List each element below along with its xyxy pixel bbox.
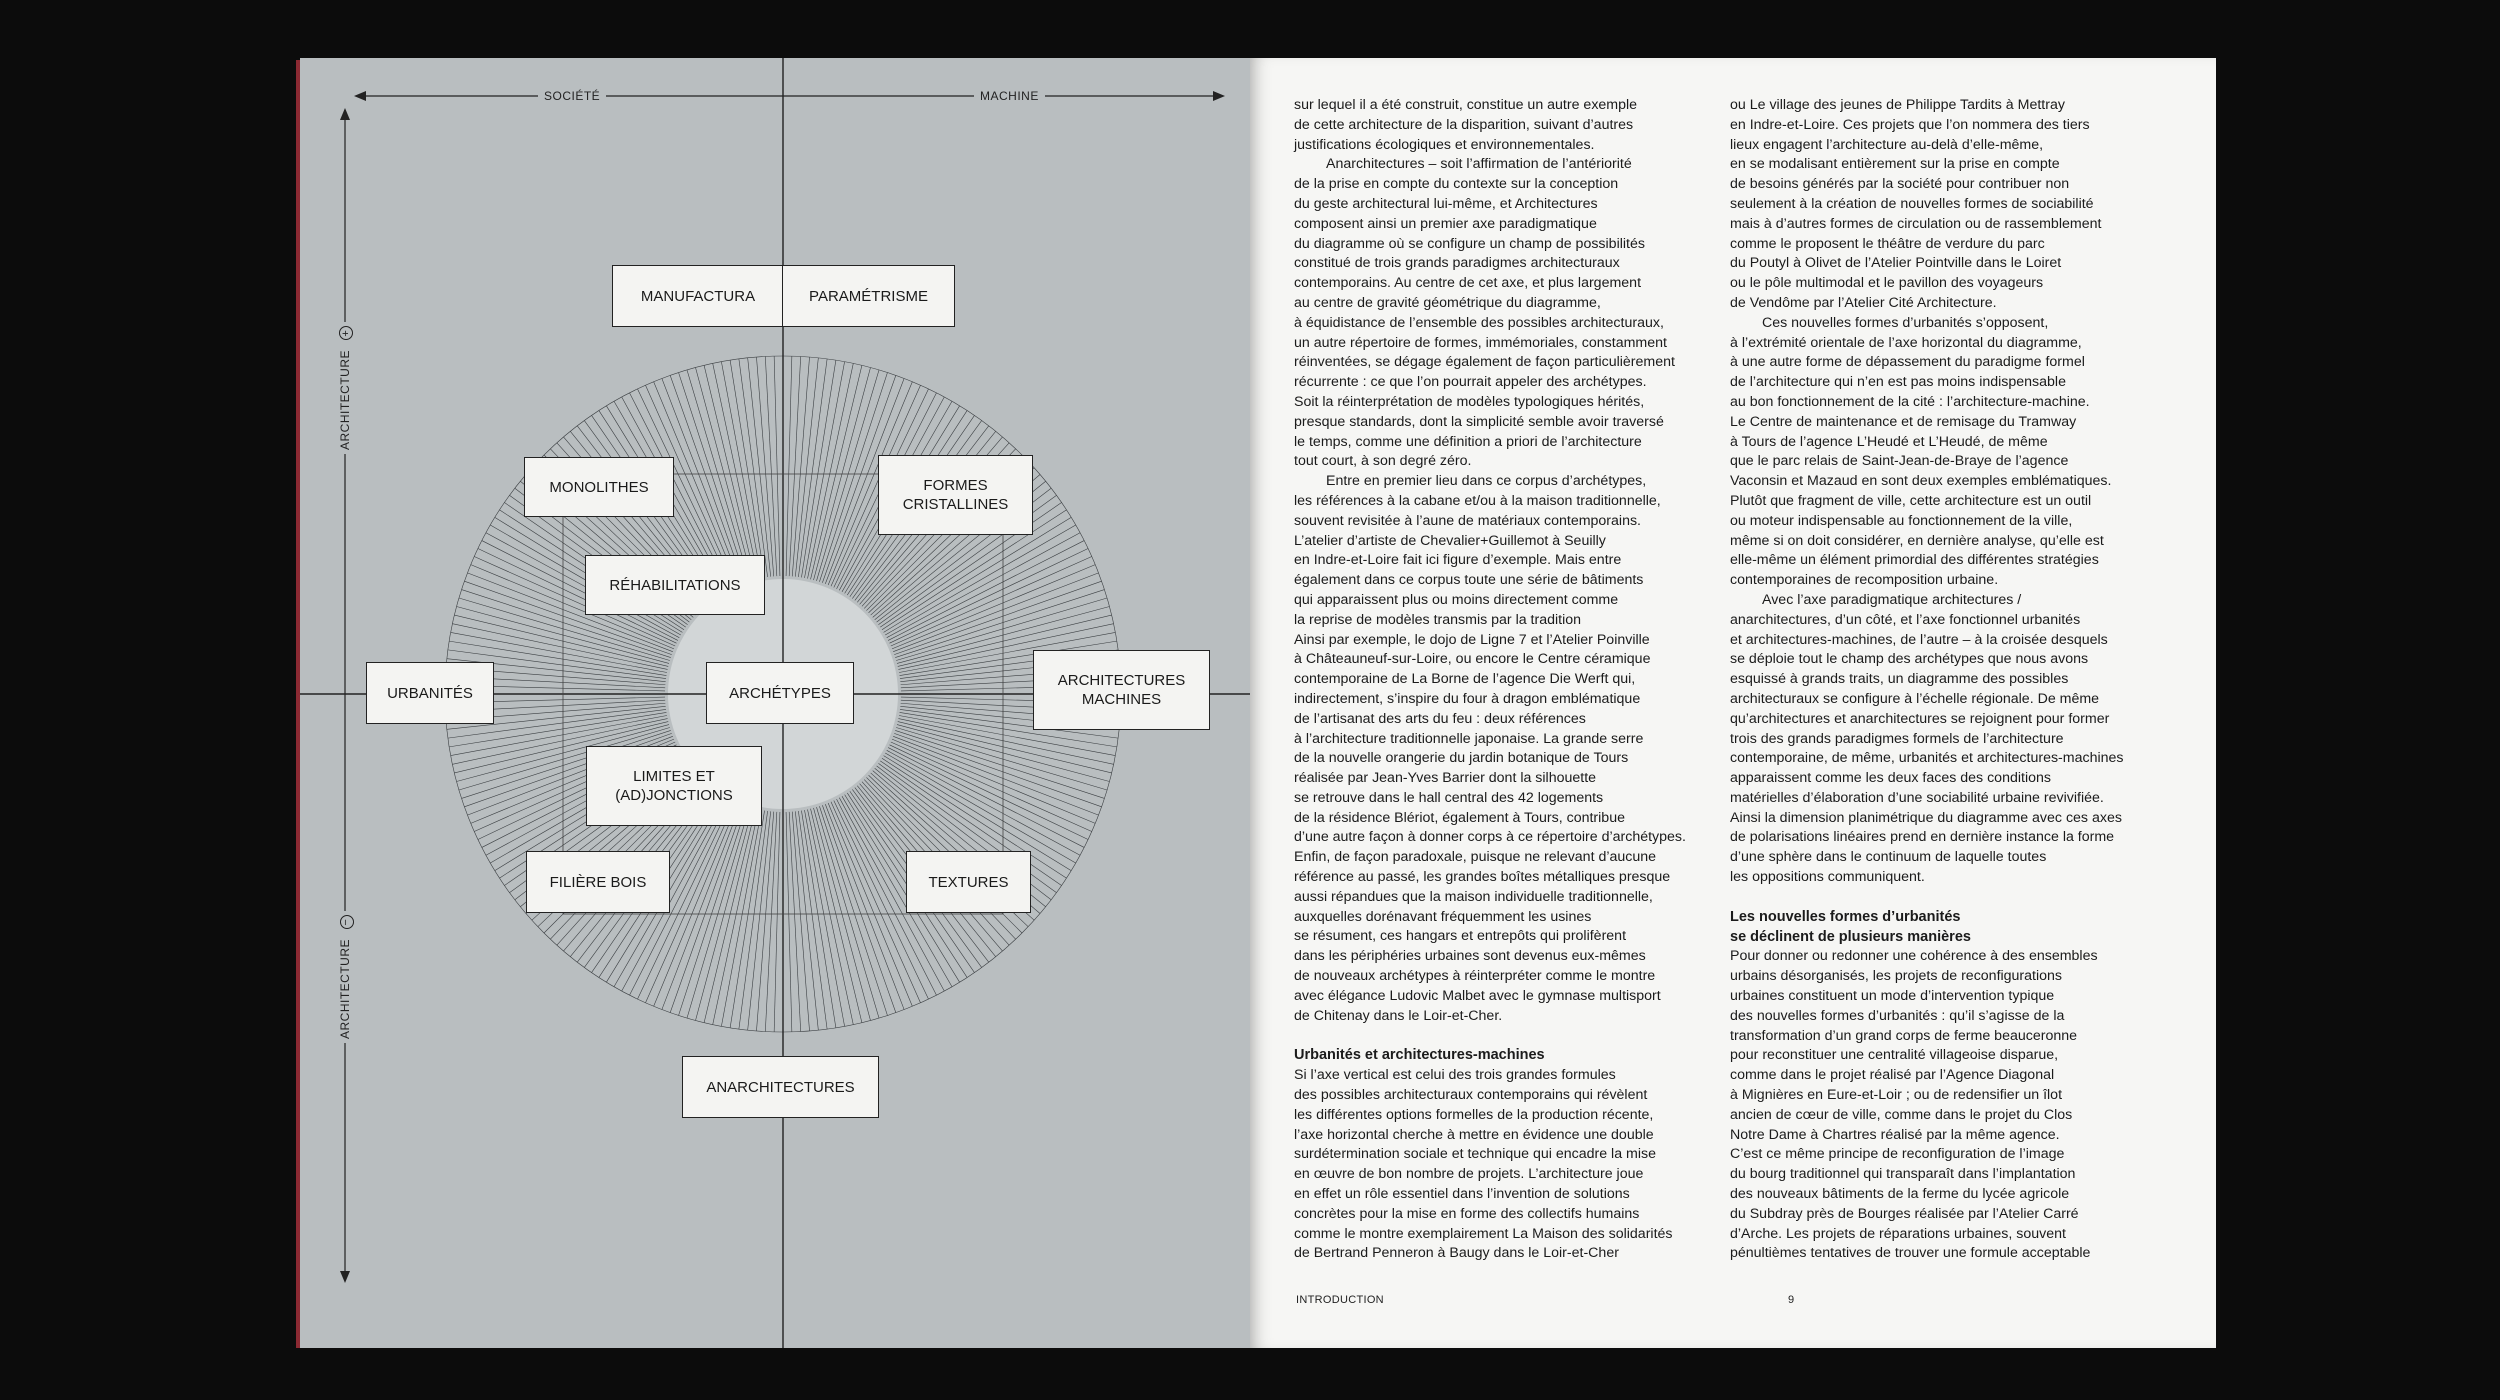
box-archetypes-label: ARCHÉTYPES — [729, 684, 831, 702]
col2-paragraph-1: ou Le village des jeunes de Philippe Tardits à Mettray en Indre-et-Loire. Ces projets que l’on nommera des tiers lieux engagent l’architecture au-delà d’elle-même, en se modalisant entièrement sur la prise en compte de besoins générés par la société pour contribuer non seulement à la création de nouvelles formes de sociabilité mais à d’autres formes de circulation ou de rassemblement comme le proposent le théâtre de verdure du parc du Poutyl à Olivet de l’Atelier Pointville dans le Loiret ou le pôle multimodal et le pavillon des voyageurs de Vendôme par l’Atelier Cité Architecture. — [1730, 97, 2102, 311]
box-textures-label: TEXTURES — [928, 873, 1009, 891]
box-textures — [906, 851, 1031, 913]
arrow-left-head — [354, 91, 366, 101]
box-formes-cristallines-line1: FORMES — [923, 477, 988, 494]
box-rehabilitations-label: RÉHABILITATIONS — [609, 576, 741, 594]
col1-paragraph-3: Entre en premier lieu dans ce corpus d’archétypes, les références à la cabane et/ou à la maison traditionnelle, souvent revisitée à l’aune de matériaux contemporains. L’atelier d’artiste de Chevalier+Guillemot à Seuilly en Indre-et-Loire fait ici figure d’exemple. Mais entre également dans ce corpus toute une série de bâtiments qui apparaissent plus ou moins directement comme la reprise de modèles transmis par la tradition Ainsi par exemple, le dojo de Ligne 7 et l’Atelier Poinville à Châteauneuf-sur-Loire, ou encore le Centre céramique contemporaine de La Borne de l’agence Die Werft qui, indirectement, s’inspire du four à dragon emblématique de l’artisanat des arts du feu : deux références à l’architecture traditionnelle japonaise. La grande serre de la nouvelle orangerie du jardin botanique de Tours réalisée par Jean-Yves Barrier dont la silhouette se retrouve dans le hall central des 42 logements de la résidence Blériot, également à Tours, contribue d’une autre façon à donner corps à ce répertoire d’archétypes. Enfin, de façon paradoxale, puisque ne relevant d’aucune référence au passé, les grandes boîtes métalliques presque aussi répandues que la maison individuelle traditionnelle, auxquelles dorénavant fréquemment les usines se résument, ces hangars et entrepôts qui prolifèrent dans les périphéries urbaines sont devenus eux-mêmes de nouveaux archétypes à réinterpréter comme le montre avec élégance Ludovic Malbet avec le gymnase multisport de Chitenay dans le Loir-et-Cher. — [1294, 473, 1686, 1024]
radial-ray — [679, 373, 747, 582]
radial-ray — [894, 733, 1101, 806]
col1-paragraph-2: Anarchitectures – soit l’affirmation de l’antériorité de la prise en compte du contexte sur la conception du geste architectural lui-même, et Architectures composent ainsi un premier axe paradigmatique du diagramme où se configure un champ de possibilités constitué de trois grands paradigmes architecturaux contemporains. Au centre de cet axe, et plus largement au centre de gravité géométrique du diagramme, à équidistance de l’ensemble des possibles architecturaux, un autre répertoire de formes, immémoriales, constamment réinventées, se dégage également de façon particulièrement récurrente : ce que l’on pourrait appeler des archétypes. Soit la réinterprétation de modèles typologiques hérités, presque standards, dont la simplicité semble avoir traversé le temps, comme une définition a priori de l’architecture tout court, à son degré zéro. — [1294, 156, 1675, 470]
col2-paragraph-2: Ces nouvelles formes d’urbanités s’opposent, à l’extrémité orientale de l’axe horizontal du diagramme, à une autre forme de dépassement du paradigme formel de l’architecture qui n’en est pas moins indispensable au bon fonctionnement de la cité : l’architecture-machine. Le Centre de maintenance et de remisage du Tramway à Tours de l’agence L’Heudé et L’Heudé, de même que le parc relais de Saint-Jean-de-Braye de l’agence Vaconsin et Mazaud en sont deux exemples emblématiques. Plutôt que fragment de ville, cette architecture est un outil ou moteur indispensable au fonctionnement de la ville, même si on doit considérer, en dernière analyse, qu’elle est elle-même un élément primordial des différentes stratégies contemporaines de recomposition urbaine. — [1730, 314, 2112, 589]
box-monolithes — [524, 457, 674, 517]
radial-ray — [679, 806, 747, 1015]
arrow-right-head — [1213, 91, 1225, 101]
radial-ray — [892, 565, 1095, 649]
box-anarchitectures — [682, 1056, 879, 1118]
axis-label-architecture-minus — [338, 911, 354, 1043]
box-formes-cristallines-line2: CRISTALLINES — [902, 496, 1009, 513]
box-filiere-bois-label: FILIÈRE BOIS — [549, 873, 647, 891]
radial-ray — [670, 805, 743, 1012]
box-urbanites-label: URBANITÉS — [387, 684, 473, 702]
col2-paragraph-3: Avec l’axe paradigmatique architectures / anarchitectures, d’un côté, et l’axe fonctionnel urbanités et architectures-machines, de l’autre – à la croisée desquels se déploie tout le champ des archétypes que nous avons esquissé à grands traits, un diagramme des possibles architecturaux se configure à l’échelle régionale. De même qu’architectures et anarchitectures se rejoignent pour former trois des grands paradigmes formels de l’architecture contemporaine, de même, urbanités et architectures-machines apparaissent comme les deux faces des conditions matérielles d’élaboration d’une sociabilité urbaine revivifiée. Ainsi la dimension planimétrique du diagramme avec ces axes de polarisations linéaires prend en dernière instance la forme d’une sphère dans le continuum de laquelle toutes les oppositions communiquent. — [1730, 591, 2124, 886]
text-column-1 — [1294, 96, 1724, 1264]
radial-ray — [721, 362, 761, 578]
radial-ray — [895, 730, 1104, 798]
radial-ray — [892, 739, 1095, 823]
box-architectures-machines-line1: ARCHITECTURES — [1057, 672, 1186, 689]
box-rehabilitations — [585, 555, 765, 615]
col1-paragraph-1: sur lequel il a été construit, constitue un autre exemple de cette architecture de la disparition, suivant d’autres justifications écologiques et environnementales. — [1294, 97, 1638, 153]
radial-ray — [805, 810, 845, 1026]
box-manufactura-label: MANUFACTURA — [640, 287, 756, 305]
box-limites-line2: (AD)JONCTIONS — [615, 787, 733, 804]
box-parametrisme — [782, 265, 955, 327]
radial-ray — [828, 803, 912, 1006]
box-formes-cristallines — [878, 455, 1033, 535]
box-architectures-machines — [1033, 650, 1210, 730]
right-page-text — [1250, 58, 2216, 1348]
col2-heading-nouvelles-formes: Les nouvelles formes d’urbanités se déclinent de plusieurs manières — [1730, 908, 1971, 945]
radial-ray — [721, 810, 761, 1026]
plus-circle-icon: + — [339, 326, 353, 340]
box-limites-line1: LIMITES ET — [633, 768, 715, 785]
text-column-2 — [1730, 96, 2170, 1264]
left-page-diagram — [300, 58, 1250, 1348]
box-limites-adjonctions — [586, 746, 762, 826]
box-archetypes — [706, 662, 854, 724]
col1-heading-urbanites: Urbanités et architectures-machines — [1294, 1047, 1545, 1064]
radial-ray — [890, 548, 1089, 643]
axis-label-machine: MACHINE — [974, 89, 1045, 103]
radial-ray — [894, 581, 1101, 654]
radial-ray — [819, 806, 887, 1015]
box-architectures-machines-line2: MACHINES — [1081, 691, 1162, 708]
col1-paragraph-4: Si l’axe vertical est celui des trois grandes formules des possibles architecturaux contemporains qui révèlent les différentes options formelles de la production récente, l’axe horizontal cherche à mettre en évidence une double surdétermination sociale et technique qui encadre la mise en œuvre de bon nombre de projets. L’architecture joue en effet un rôle essentiel dans l’invention de solutions concrètes pour la mise en forme des collectifs humains comme le montre exemplairement La Maison des solidarités de Bertrand Penneron à Baugy dans le Loir-et-Cher — [1294, 1067, 1673, 1262]
arrow-down-head — [340, 1271, 350, 1283]
axis-label-architecture-plus — [338, 322, 353, 454]
radial-ray — [805, 362, 845, 578]
box-filiere-bois — [526, 851, 670, 913]
arrow-up-head — [340, 108, 350, 120]
radial-ray — [822, 805, 895, 1012]
axis-label-architecture-bottom: ARCHITECTURE — [338, 938, 352, 1039]
box-parametrisme-label: PARAMÉTRISME — [809, 287, 928, 305]
axis-label-architecture-top: ARCHITECTURE — [338, 349, 352, 450]
minus-circle-icon: − — [340, 915, 354, 929]
box-urbanites — [366, 662, 494, 724]
radial-ray — [670, 375, 743, 582]
box-monolithes-label: MONOLITHES — [549, 478, 649, 496]
radial-ray — [895, 590, 1104, 658]
col2-paragraph-4: Pour donner ou redonner une cohérence à des ensembles urbains désorganisés, les projets de reconfigurations urbaines constituent un mode d’intervention typique des nouvelles formes d’urbanités : qu’il s’agisse de la transformation d’un grand corps de ferme beauceronne pour reconstituer une centralité villageoise disparue, comme dans le projet réalisé par l’Agence Diagonal à Mignières en Eure-et-Loir ; ou de redensifier un îlot ancien de cœur de ville, comme dans le projet du Clos Notre Dame à Chartres réalisé par la même agence. C’est ce même principe de reconfiguration de l’image du bourg traditionnel qui transparaît dans l’implantation des nouveaux bâtiments de la ferme du lycée agricole du Subdray près de Bourges réalisée par l’Atelier Carré d’Arche. Les projets de réparations urbaines, souvent pénultièmes tentatives de trouver une formule acceptable — [1730, 948, 2098, 1262]
box-anarchitectures-label: ANARCHITECTURES — [706, 1078, 855, 1096]
axis-label-societe: SOCIÉTÉ — [538, 89, 606, 103]
footer-section-title: INTRODUCTION — [1296, 1294, 1384, 1306]
footer-page-number: 9 — [1788, 1294, 1795, 1306]
radial-ray — [890, 745, 1089, 840]
box-manufactura — [612, 265, 784, 327]
